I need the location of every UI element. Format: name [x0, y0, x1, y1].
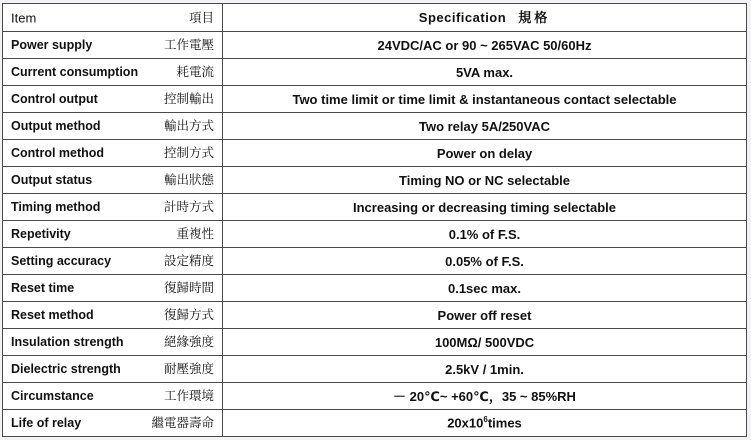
row-value: Two time limit or time limit & instantaneous contact selectable: [223, 86, 747, 113]
row-label: [3, 113, 223, 140]
row-label-zh: 耗電流: [176, 63, 214, 79]
table-row: [3, 356, 747, 383]
row-label-en: Repetivity: [11, 226, 71, 241]
row-value: Two relay 5A/250VAC: [223, 113, 747, 140]
row-label-en: Output status: [11, 172, 93, 187]
row-label-zh: 耐壓強度: [163, 360, 214, 376]
relay-life-base: 20x10: [447, 415, 484, 431]
relay-life-unit: times: [487, 415, 522, 431]
table-row: [3, 248, 747, 275]
table-row: [3, 410, 747, 437]
row-label: [3, 140, 223, 167]
row-value: 24VDC/AC or 90 ~ 265VAC 50/60Hz: [223, 32, 747, 59]
table-row: [3, 383, 747, 410]
row-value: 0.05% of F.S.: [223, 248, 747, 275]
row-value: 0.1sec max.: [223, 275, 747, 302]
row-label-en: Dielectric strength: [11, 361, 121, 376]
row-label-zh: 設定精度: [163, 252, 214, 268]
row-label-en: Timing method: [11, 199, 101, 214]
table-row: [3, 32, 747, 59]
row-label-en: Output method: [11, 118, 101, 133]
table-row: [3, 140, 747, 167]
row-label: [3, 59, 223, 86]
item-header-en: Item: [11, 10, 37, 25]
table-row: [3, 329, 747, 356]
specification-header-en: Specification: [418, 9, 507, 25]
table-header-row: [3, 4, 747, 32]
row-label-en: Insulation strength: [11, 334, 124, 349]
row-value: Power on delay: [223, 140, 747, 167]
row-label: [3, 167, 223, 194]
specification-header: [223, 4, 747, 32]
row-label-zh: 控制輸出: [163, 90, 214, 106]
row-label: [3, 356, 223, 383]
table-row: [3, 59, 747, 86]
specification-table: [2, 3, 747, 437]
table-row: [3, 275, 747, 302]
row-label-en: Control method: [11, 145, 105, 160]
row-label-zh: 重複性: [176, 225, 214, 241]
row-label-en: Reset time: [11, 280, 75, 295]
row-label: [3, 32, 223, 59]
row-label-zh: 輸出方式: [163, 117, 214, 133]
row-label-en: Setting accuracy: [11, 253, 112, 268]
row-value: Timing NO or NC selectable: [223, 167, 747, 194]
specification-header-zh: 規格: [518, 10, 551, 26]
relay-life-exponent: 6: [483, 415, 488, 425]
row-label-en: Reset method: [11, 307, 94, 322]
row-label: [3, 383, 223, 410]
row-value: 100MΩ/ 500VDC: [223, 329, 747, 356]
row-label-zh: 繼電器壽命: [151, 414, 214, 430]
row-label-zh: 工作環境: [163, 387, 214, 403]
row-label-zh: 工作電壓: [163, 36, 214, 52]
row-label-en: Control output: [11, 91, 98, 106]
row-label: [3, 329, 223, 356]
row-label-zh: 復歸方式: [163, 306, 214, 322]
row-value: Increasing or decreasing timing selectable: [223, 194, 747, 221]
row-value: 0.1% of F.S.: [223, 221, 747, 248]
row-label-en: Current consumption: [11, 64, 139, 79]
row-label-zh: 控制方式: [163, 144, 214, 160]
item-header-zh: 項目: [188, 9, 214, 25]
row-label: [3, 302, 223, 329]
row-label: [3, 410, 223, 437]
row-value: 2.5kV / 1min.: [223, 356, 747, 383]
table-row: [3, 302, 747, 329]
row-label-zh: 輸出狀態: [163, 171, 214, 187]
row-label-zh: 絕緣強度: [163, 333, 214, 349]
row-label-zh: 計時方式: [163, 198, 214, 214]
table-row: [3, 194, 747, 221]
item-header: [3, 4, 223, 32]
table-row: [3, 113, 747, 140]
row-label-en: Life of relay: [11, 415, 82, 430]
row-label-zh: 復歸時間: [163, 279, 214, 295]
table-row: [3, 86, 747, 113]
row-label: [3, 221, 223, 248]
row-label: [3, 194, 223, 221]
table-row: [3, 167, 747, 194]
row-value: － 20℃~ +60℃，35 ~ 85%RH: [223, 383, 747, 410]
row-value: Power off reset: [223, 302, 747, 329]
row-value: 5VA max.: [223, 59, 747, 86]
row-label: [3, 275, 223, 302]
row-label-en: Power supply: [11, 37, 93, 52]
row-label: [3, 248, 223, 275]
row-label: [3, 86, 223, 113]
row-label-en: Circumstance: [11, 388, 94, 403]
row-value: [223, 410, 747, 437]
table-row: [3, 221, 747, 248]
